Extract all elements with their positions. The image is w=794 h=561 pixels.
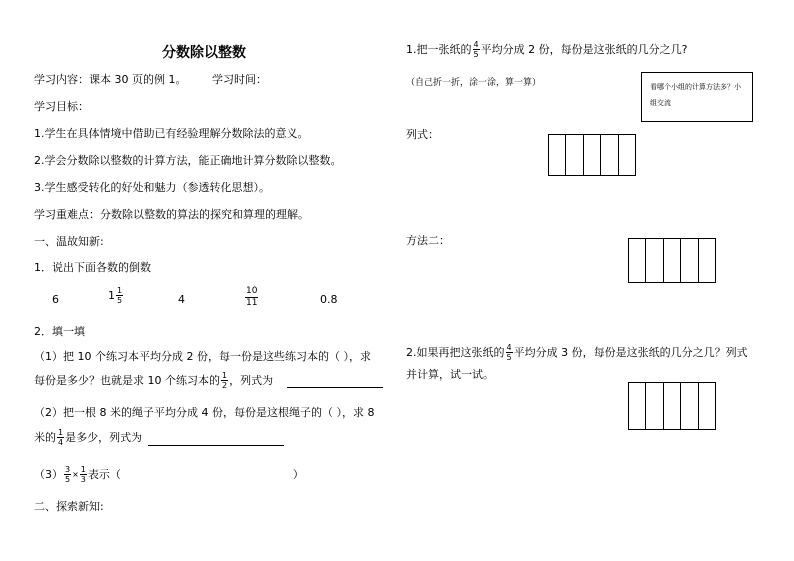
- fraction-denominator: 5: [473, 50, 479, 59]
- strip-cell[interactable]: [629, 383, 646, 429]
- problem-1-text-a: 1.把一张纸的: [406, 42, 472, 56]
- problem-2-line-2: 并计算，试一试。: [406, 368, 494, 381]
- fill-3-text: 表示（: [87, 467, 121, 481]
- fraction-numerator: 1: [117, 286, 123, 295]
- group-note-box: [641, 72, 753, 122]
- strip-cell[interactable]: [699, 383, 715, 429]
- question-fill: 2．填一填: [34, 325, 85, 338]
- fraction-denominator: 2: [222, 381, 228, 390]
- fill-1-formula-label: ，列式为: [229, 373, 274, 387]
- mixed-number: [108, 286, 124, 305]
- times-sign: ×: [72, 469, 79, 479]
- fraction-four-fifths: [506, 343, 513, 362]
- problem-2: [406, 343, 748, 362]
- fill-1-text: 每份是多少？也就是求 10 个练习本的: [34, 373, 220, 387]
- number-0-8: 0.8: [320, 293, 338, 306]
- group-note-text: 看哪个小组的计算方法多？小组交流: [650, 83, 741, 107]
- fraction-numerator: 4: [506, 343, 512, 352]
- fill-3-label: （3）: [34, 467, 63, 481]
- question-reciprocals: 1．说出下面各数的倒数: [34, 261, 151, 274]
- strip-cell[interactable]: [619, 135, 635, 175]
- goal-2: 2.学会分数除以整数的计算方法，能正确地计算分数除以整数。: [34, 154, 342, 167]
- fraction-denominator: 5: [65, 475, 71, 484]
- fill-2-text: 米的: [34, 430, 56, 444]
- fraction-strip-1[interactable]: [548, 134, 636, 176]
- fill-2-line-2: [34, 428, 284, 447]
- section-review: 一、温故知新:: [34, 235, 104, 248]
- number-4: 4: [178, 293, 185, 306]
- fraction-numerator: 1: [58, 428, 64, 437]
- fraction-one-half: [221, 371, 228, 390]
- goal-1: 1.学生在具体情境中借助已有经验理解分数除法的意义。: [34, 127, 309, 140]
- fill-3: [34, 465, 304, 484]
- number-6: 6: [52, 293, 59, 306]
- answer-blank-3[interactable]: [121, 468, 293, 482]
- learning-content: 学习内容：课本 30 页的例 1。: [34, 73, 187, 86]
- fraction-denominator: 11: [246, 298, 258, 308]
- strip-cell[interactable]: [584, 135, 601, 175]
- mixed-whole: 1: [108, 288, 115, 302]
- strip-cell[interactable]: [664, 239, 681, 282]
- page-title: 分数除以整数: [162, 45, 246, 61]
- goals-heading: 学习目标：: [34, 100, 89, 113]
- fraction-strip-2[interactable]: [628, 238, 716, 283]
- method-2-label: 方法二：: [406, 234, 450, 247]
- fraction-denominator: 5: [117, 296, 123, 305]
- fraction-denominator: 3: [80, 475, 86, 484]
- strip-cell[interactable]: [601, 135, 618, 175]
- problem-2-text-b: 平均分成 3 份，每份是这张纸的几分之几？列式: [513, 345, 748, 359]
- strip-cell[interactable]: [681, 239, 698, 282]
- formula-label: 列式：: [406, 128, 439, 141]
- fill-3-close-paren: ）: [292, 467, 304, 481]
- section-explore: 二、探索新知:: [34, 500, 104, 513]
- fraction-one-quarter: [57, 428, 64, 447]
- fraction-denominator: 4: [58, 438, 64, 447]
- fill-2-formula-label: 是多少，列式为: [65, 430, 143, 444]
- fill-2-line-1: （2）把一根 8 米的绳子平均分成 4 份，每份是这根绳子的（ ），求 8: [34, 406, 375, 419]
- fraction-one-third: [80, 465, 87, 484]
- strip-cell[interactable]: [549, 135, 566, 175]
- hint-text: （自己折一折，涂一涂，算一算）: [406, 78, 542, 88]
- fraction-four-fifths: [473, 40, 480, 59]
- problem-1-text-b: 平均分成 2 份，每份是这张纸的几分之几?: [480, 42, 688, 56]
- fraction-strip-3[interactable]: [628, 382, 716, 430]
- strip-cell[interactable]: [681, 383, 698, 429]
- fill-1-line-2: [34, 371, 383, 390]
- fraction-denominator: 5: [506, 353, 512, 362]
- problem-1: [406, 40, 687, 59]
- strip-cell[interactable]: [646, 383, 663, 429]
- goal-3: 3.学生感受转化的好处和魅力（参透转化思想）。: [34, 181, 270, 194]
- strip-cell[interactable]: [664, 383, 681, 429]
- fraction-numerator: 1: [80, 465, 86, 474]
- fraction-numerator: 10: [246, 286, 258, 296]
- fraction-numerator: 3: [65, 465, 71, 474]
- fraction-numerator: 1: [222, 371, 228, 380]
- strip-cell[interactable]: [646, 239, 663, 282]
- problem-2-text-a: 2.如果再把这张纸的: [406, 345, 505, 359]
- fraction-three-fifths: [64, 465, 71, 484]
- key-points: 学习重难点：分数除以整数的算法的探究和算理的理解。: [34, 208, 309, 221]
- mixed-fraction: [116, 286, 123, 305]
- strip-cell[interactable]: [629, 239, 646, 282]
- learning-time-label: 学习时间：: [212, 73, 267, 86]
- fraction-numerator: 4: [473, 40, 479, 49]
- fill-1-line-1: （1）把 10 个练习本平均分成 2 份，每一份是这些练习本的（ ），求: [34, 350, 371, 363]
- answer-blank-2[interactable]: [148, 429, 284, 446]
- fraction-ten-elevenths: [244, 286, 259, 309]
- answer-blank-1[interactable]: [287, 373, 383, 388]
- strip-cell[interactable]: [699, 239, 715, 282]
- strip-cell[interactable]: [566, 135, 583, 175]
